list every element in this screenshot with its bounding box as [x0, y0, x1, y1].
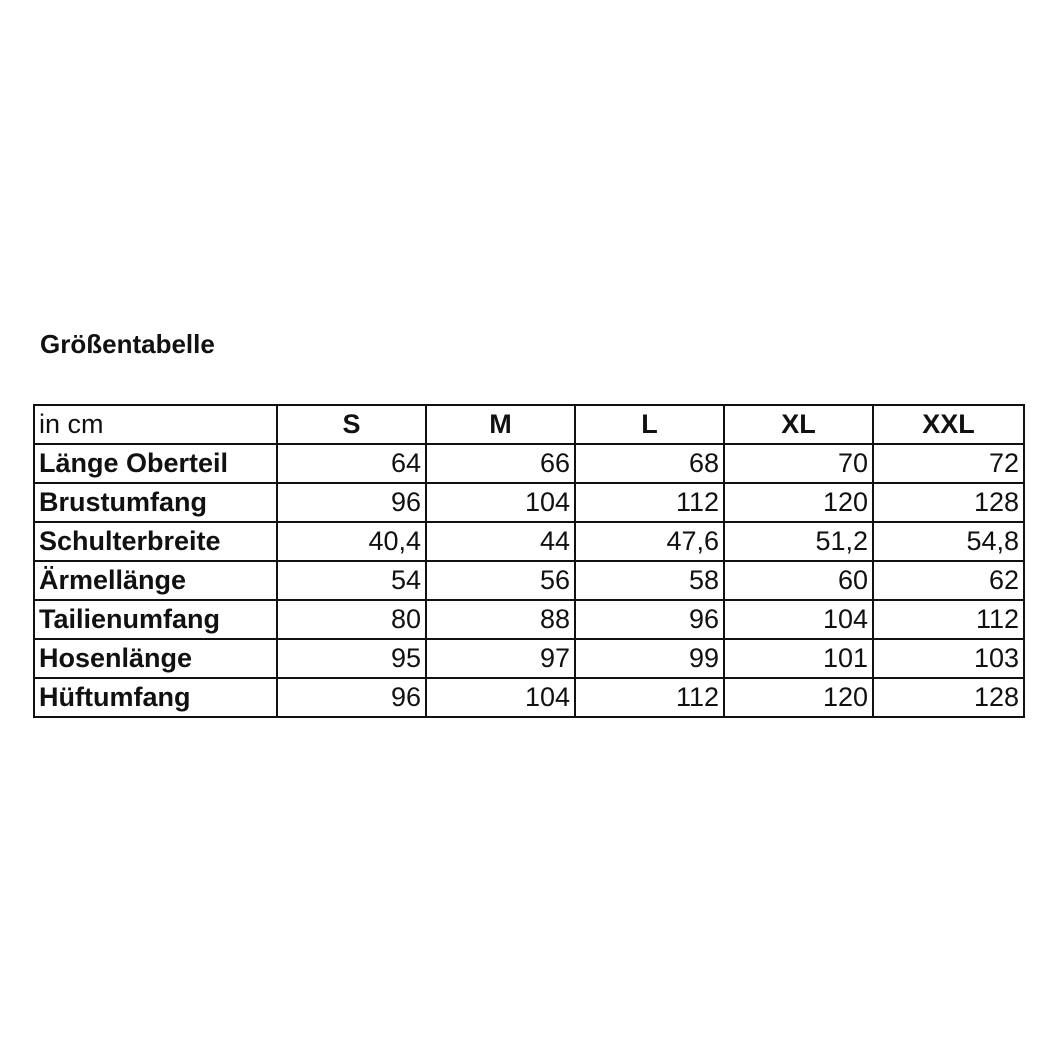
- table-cell: 120: [724, 678, 873, 717]
- row-label: Hüftumfang: [34, 678, 277, 717]
- table-cell: 96: [277, 678, 426, 717]
- table-cell: 70: [724, 444, 873, 483]
- table-cell: 44: [426, 522, 575, 561]
- row-label: Schulterbreite: [34, 522, 277, 561]
- table-cell: 104: [426, 483, 575, 522]
- table-cell: 128: [873, 483, 1024, 522]
- table-row: [34, 483, 1024, 522]
- page-title: Größentabelle: [40, 329, 215, 359]
- table-cell: 88: [426, 600, 575, 639]
- table-cell: 112: [873, 600, 1024, 639]
- table-cell: 101: [724, 639, 873, 678]
- table-cell: 72: [873, 444, 1024, 483]
- table-cell: 103: [873, 639, 1024, 678]
- row-label: Länge Oberteil: [34, 444, 277, 483]
- size-header-m: M: [426, 405, 575, 444]
- table-cell: 95: [277, 639, 426, 678]
- table-cell: 99: [575, 639, 724, 678]
- table-cell: 62: [873, 561, 1024, 600]
- table-cell: 96: [277, 483, 426, 522]
- table-cell: 104: [724, 600, 873, 639]
- table-cell: 97: [426, 639, 575, 678]
- row-label: Tailienumfang: [34, 600, 277, 639]
- size-header-s: S: [277, 405, 426, 444]
- size-header-l: L: [575, 405, 724, 444]
- table-cell: 66: [426, 444, 575, 483]
- table-cell: 54: [277, 561, 426, 600]
- row-label: Hosenlänge: [34, 639, 277, 678]
- table-cell: 47,6: [575, 522, 724, 561]
- size-header-xl: XL: [724, 405, 873, 444]
- table-cell: 58: [575, 561, 724, 600]
- table-cell: 128: [873, 678, 1024, 717]
- table-cell: 64: [277, 444, 426, 483]
- table-row: [34, 561, 1024, 600]
- size-table: [33, 404, 1025, 718]
- table-cell: 120: [724, 483, 873, 522]
- header-row: [34, 405, 1024, 444]
- table-cell: 68: [575, 444, 724, 483]
- table-cell: 112: [575, 678, 724, 717]
- table-row: [34, 444, 1024, 483]
- table-cell: 56: [426, 561, 575, 600]
- table-row: [34, 522, 1024, 561]
- table-cell: 96: [575, 600, 724, 639]
- table-row: [34, 678, 1024, 717]
- table-cell: 40,4: [277, 522, 426, 561]
- size-header-xxl: XXL: [873, 405, 1024, 444]
- table-row: [34, 639, 1024, 678]
- table-cell: 80: [277, 600, 426, 639]
- table-cell: 51,2: [724, 522, 873, 561]
- row-label: Ärmellänge: [34, 561, 277, 600]
- unit-label: in cm: [34, 405, 277, 444]
- table-cell: 104: [426, 678, 575, 717]
- row-label: Brustumfang: [34, 483, 277, 522]
- table-row: [34, 600, 1024, 639]
- table-cell: 112: [575, 483, 724, 522]
- table-cell: 54,8: [873, 522, 1024, 561]
- table-cell: 60: [724, 561, 873, 600]
